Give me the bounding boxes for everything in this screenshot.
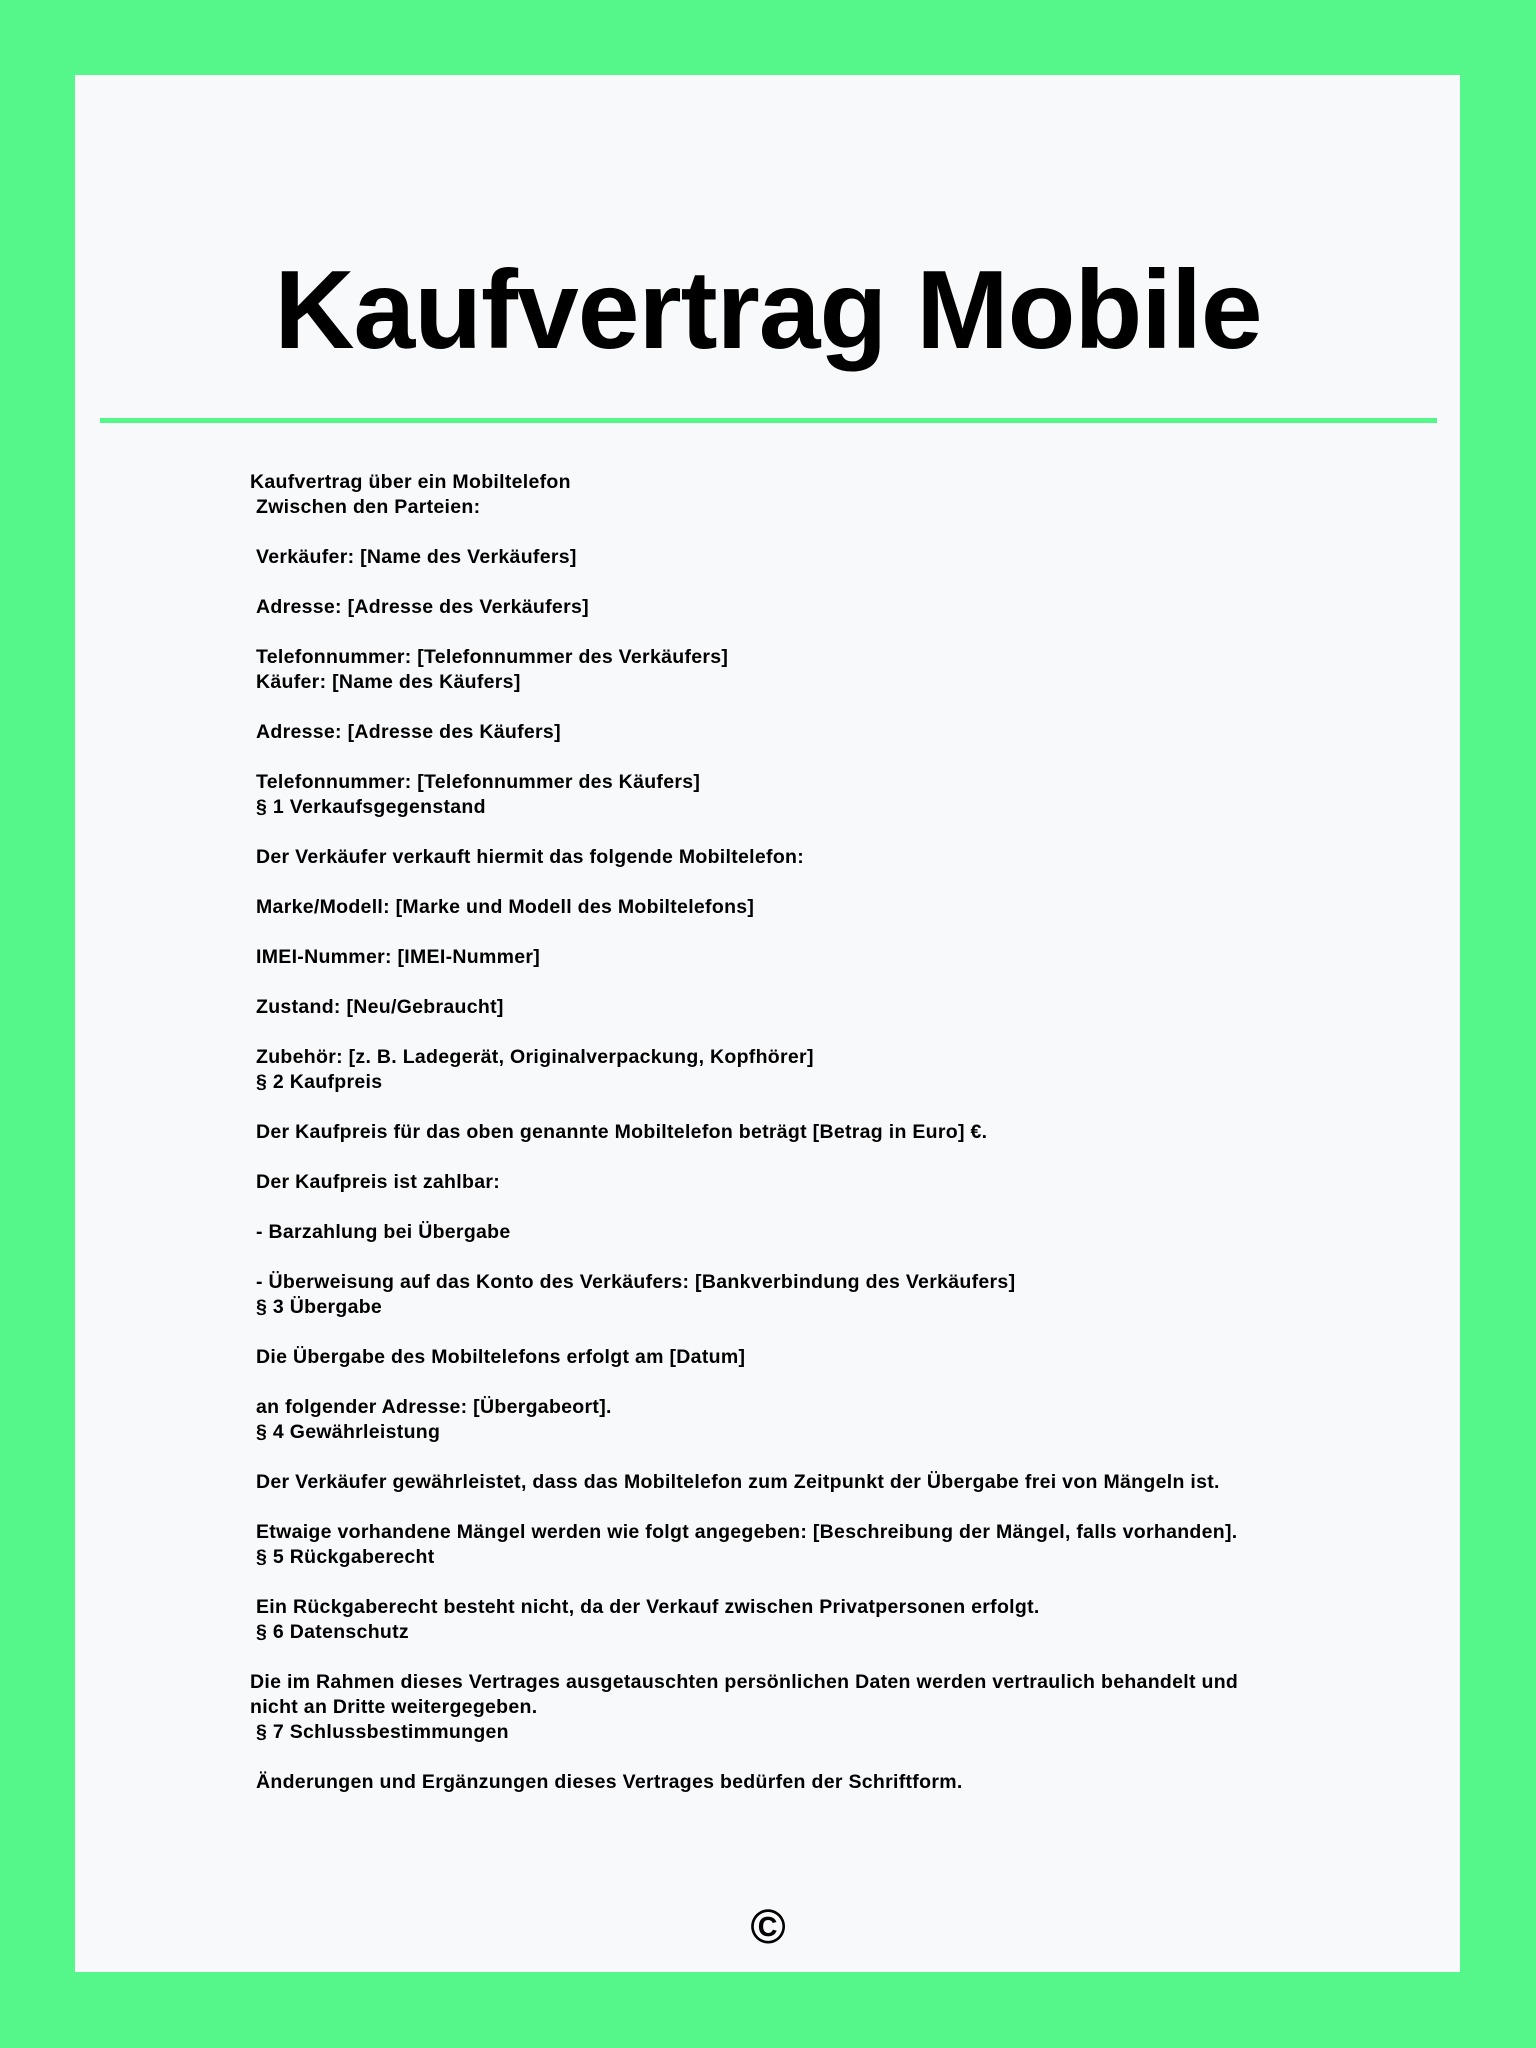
blank-line <box>250 920 1300 945</box>
blank-line <box>250 520 1300 545</box>
contract-body <box>250 470 1300 1795</box>
contract-line: Zubehör: [z. B. Ladegerät, Originalverpackung, Kopfhörer] <box>256 1046 814 1068</box>
blank-line <box>250 570 1300 595</box>
contract-line: IMEI-Nummer: [IMEI-Nummer] <box>256 946 541 968</box>
blank-line <box>250 1320 1300 1345</box>
blank-line <box>250 1195 1300 1220</box>
blank-line <box>250 1570 1300 1595</box>
section-heading: § 5 Rückgaberecht <box>256 1546 435 1568</box>
blank-line <box>250 1745 1300 1770</box>
blank-line <box>250 1145 1300 1170</box>
contract-line: Telefonnummer: [Telefonnummer des Verkäufers] <box>256 646 729 668</box>
section-heading: § 6 Datenschutz <box>256 1621 409 1643</box>
blank-line <box>250 745 1300 770</box>
blank-line <box>250 695 1300 720</box>
contract-line: Adresse: [Adresse des Käufers] <box>256 721 561 743</box>
contract-line: Marke/Modell: [Marke und Modell des Mobiltelefons] <box>256 896 755 918</box>
section-heading: § 3 Übergabe <box>256 1296 383 1318</box>
contract-line: Der Verkäufer verkauft hiermit das folgende Mobiltelefon: <box>256 846 805 868</box>
contract-line: Die Übergabe des Mobiltelefons erfolgt am [Datum] <box>256 1346 746 1368</box>
contract-line: nicht an Dritte weitergegeben. <box>250 1696 538 1718</box>
blank-line <box>250 1095 1300 1120</box>
section-heading: § 1 Verkaufsgegenstand <box>256 796 486 818</box>
contract-line: Zustand: [Neu/Gebraucht] <box>256 996 504 1018</box>
contract-line: Zwischen den Parteien: <box>256 496 481 518</box>
contract-line: Verkäufer: [Name des Verkäufers] <box>256 546 577 568</box>
title-divider <box>100 418 1437 423</box>
contract-line: Adresse: [Adresse des Verkäufers] <box>256 596 589 618</box>
section-heading: § 2 Kaufpreis <box>256 1071 383 1093</box>
contract-line: an folgender Adresse: [Übergabeort]. <box>256 1396 612 1418</box>
blank-line <box>250 1370 1300 1395</box>
contract-line: - Überweisung auf das Konto des Verkäufers: [Bankverbindung des Verkäufers] <box>256 1271 1016 1293</box>
blank-line <box>250 1645 1300 1670</box>
blank-line <box>250 870 1300 895</box>
contract-line: Änderungen und Ergänzungen dieses Vertrages bedürfen der Schriftform. <box>256 1771 963 1793</box>
section-heading: § 4 Gewährleistung <box>256 1421 441 1443</box>
contract-line: Kaufvertrag über ein Mobiltelefon <box>250 471 571 493</box>
blank-line <box>250 1495 1300 1520</box>
contract-line: Telefonnummer: [Telefonnummer des Käufers] <box>256 771 701 793</box>
blank-line <box>250 1245 1300 1270</box>
copyright-symbol: © <box>750 1901 786 1954</box>
document-title: Kaufvertrag Mobile <box>274 248 1262 372</box>
blank-line <box>250 970 1300 995</box>
contract-line: Der Verkäufer gewährleistet, dass das Mobiltelefon zum Zeitpunkt der Übergabe frei von Mängeln ist. <box>256 1471 1220 1493</box>
blank-line <box>250 620 1300 645</box>
contract-line: Der Kaufpreis ist zahlbar: <box>256 1171 501 1193</box>
contract-line: Käufer: [Name des Käufers] <box>256 671 521 693</box>
contract-line: Der Kaufpreis für das oben genannte Mobiltelefon beträgt [Betrag in Euro] €. <box>256 1121 988 1143</box>
contract-line: Ein Rückgaberecht besteht nicht, da der Verkauf zwischen Privatpersonen erfolgt. <box>256 1596 1040 1618</box>
section-heading: § 7 Schlussbestimmungen <box>256 1721 509 1743</box>
contract-line: Die im Rahmen dieses Vertrages ausgetauschten persönlichen Daten werden vertraulich behandelt und <box>250 1671 1239 1693</box>
blank-line <box>250 1445 1300 1470</box>
blank-line <box>250 820 1300 845</box>
contract-line: Etwaige vorhandene Mängel werden wie folgt angegeben: [Beschreibung der Mängel, falls vorhanden]. <box>256 1521 1238 1543</box>
blank-line <box>250 1020 1300 1045</box>
contract-line: - Barzahlung bei Übergabe <box>256 1221 511 1243</box>
